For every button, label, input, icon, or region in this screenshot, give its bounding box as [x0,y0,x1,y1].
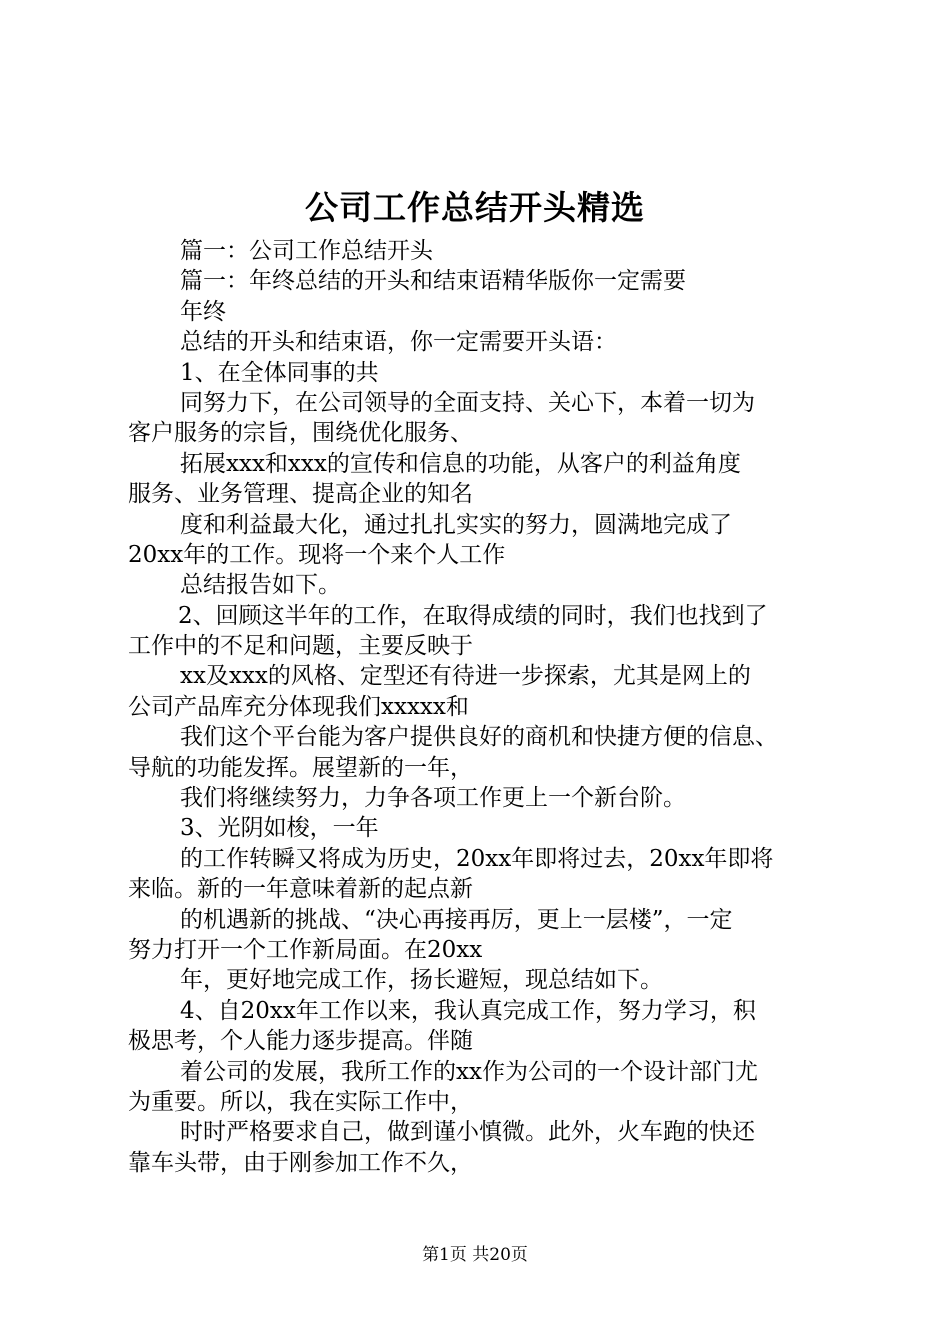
body-line: xx及xxx的风格、定型还有待进一步探索，尤其是网上的 [180,663,751,690]
body-line: 的机遇新的挑战、“决心再接再厉，更上一层楼”，一定 [180,906,733,933]
body-line: 1、在全体同事的共 [180,359,379,386]
body-line: 时时严格要求自己，做到谨小慎微。此外，火车跑的快还 [180,1119,755,1146]
body-line: 极思考，个人能力逐步提高。伴随 [128,1028,473,1055]
body-line: 4、自20xx年工作以来，我认真完成工作，努力学习，积 [180,997,756,1024]
body-line: 公司产品库充分体现我们xxxxx和 [128,693,469,720]
body-line: 工作中的不足和问题，主要反映于 [128,633,473,660]
document-body [128,236,833,1178]
body-line: 导航的功能发挥。展望新的一年， [128,754,473,781]
body-line: 3、光阴如梭，一年 [180,815,379,842]
body-line: 努力打开一个工作新局面。在20xx [128,936,483,963]
body-line: 篇一：公司工作总结开头 [180,238,433,264]
document-title: 公司工作总结开头精选 [305,188,645,227]
body-line: 2、回顾这半年的工作，在取得成绩的同时，我们也找到了 [178,602,768,629]
body-line: 着公司的发展，我所工作的xx作为公司的一个设计部门尤 [180,1058,758,1085]
body-line: 我们这个平台能为客户提供良好的商机和快捷方便的信息、 [180,724,778,751]
body-line: 的工作转瞬又将成为历史，20xx年即将过去，20xx年即将 [180,845,774,872]
body-line: 同努力下，在公司领导的全面支持、关心下，本着一切为 [180,389,755,416]
body-line: 来临。新的一年意味着新的起点新 [128,876,473,903]
body-line: 度和利益最大化，通过扎扎实实的努力，圆满地完成了 [180,511,732,538]
body-line: 靠车头带，由于刚参加工作不久， [128,1149,473,1176]
body-line: 服务、业务管理、提高企业的知名 [128,481,473,508]
body-line: 拓展xxx和xxx的宣传和信息的功能，从客户的利益角度 [180,450,741,477]
body-line: 总结的开头和结束语，你一定需要开头语： [180,329,617,356]
body-line: 为重要。所以，我在实际工作中， [128,1088,473,1115]
body-line: 20xx年的工作。现将一个来个人工作 [128,541,506,568]
body-line: 年终 [180,298,226,325]
body-line: 客户服务的宗旨，围绕优化服务、 [128,420,473,447]
body-line: 总结报告如下。 [180,572,341,599]
body-line: 年，更好地完成工作，扬长避短，现总结如下。 [180,967,663,994]
body-line: 篇一：年终总结的开头和结束语精华版你一定需要 [180,268,686,295]
page-number-footer: 第1页 共20页 [422,1245,528,1265]
body-line: 我们将继续努力，力争各项工作更上一个新台阶。 [180,785,686,812]
